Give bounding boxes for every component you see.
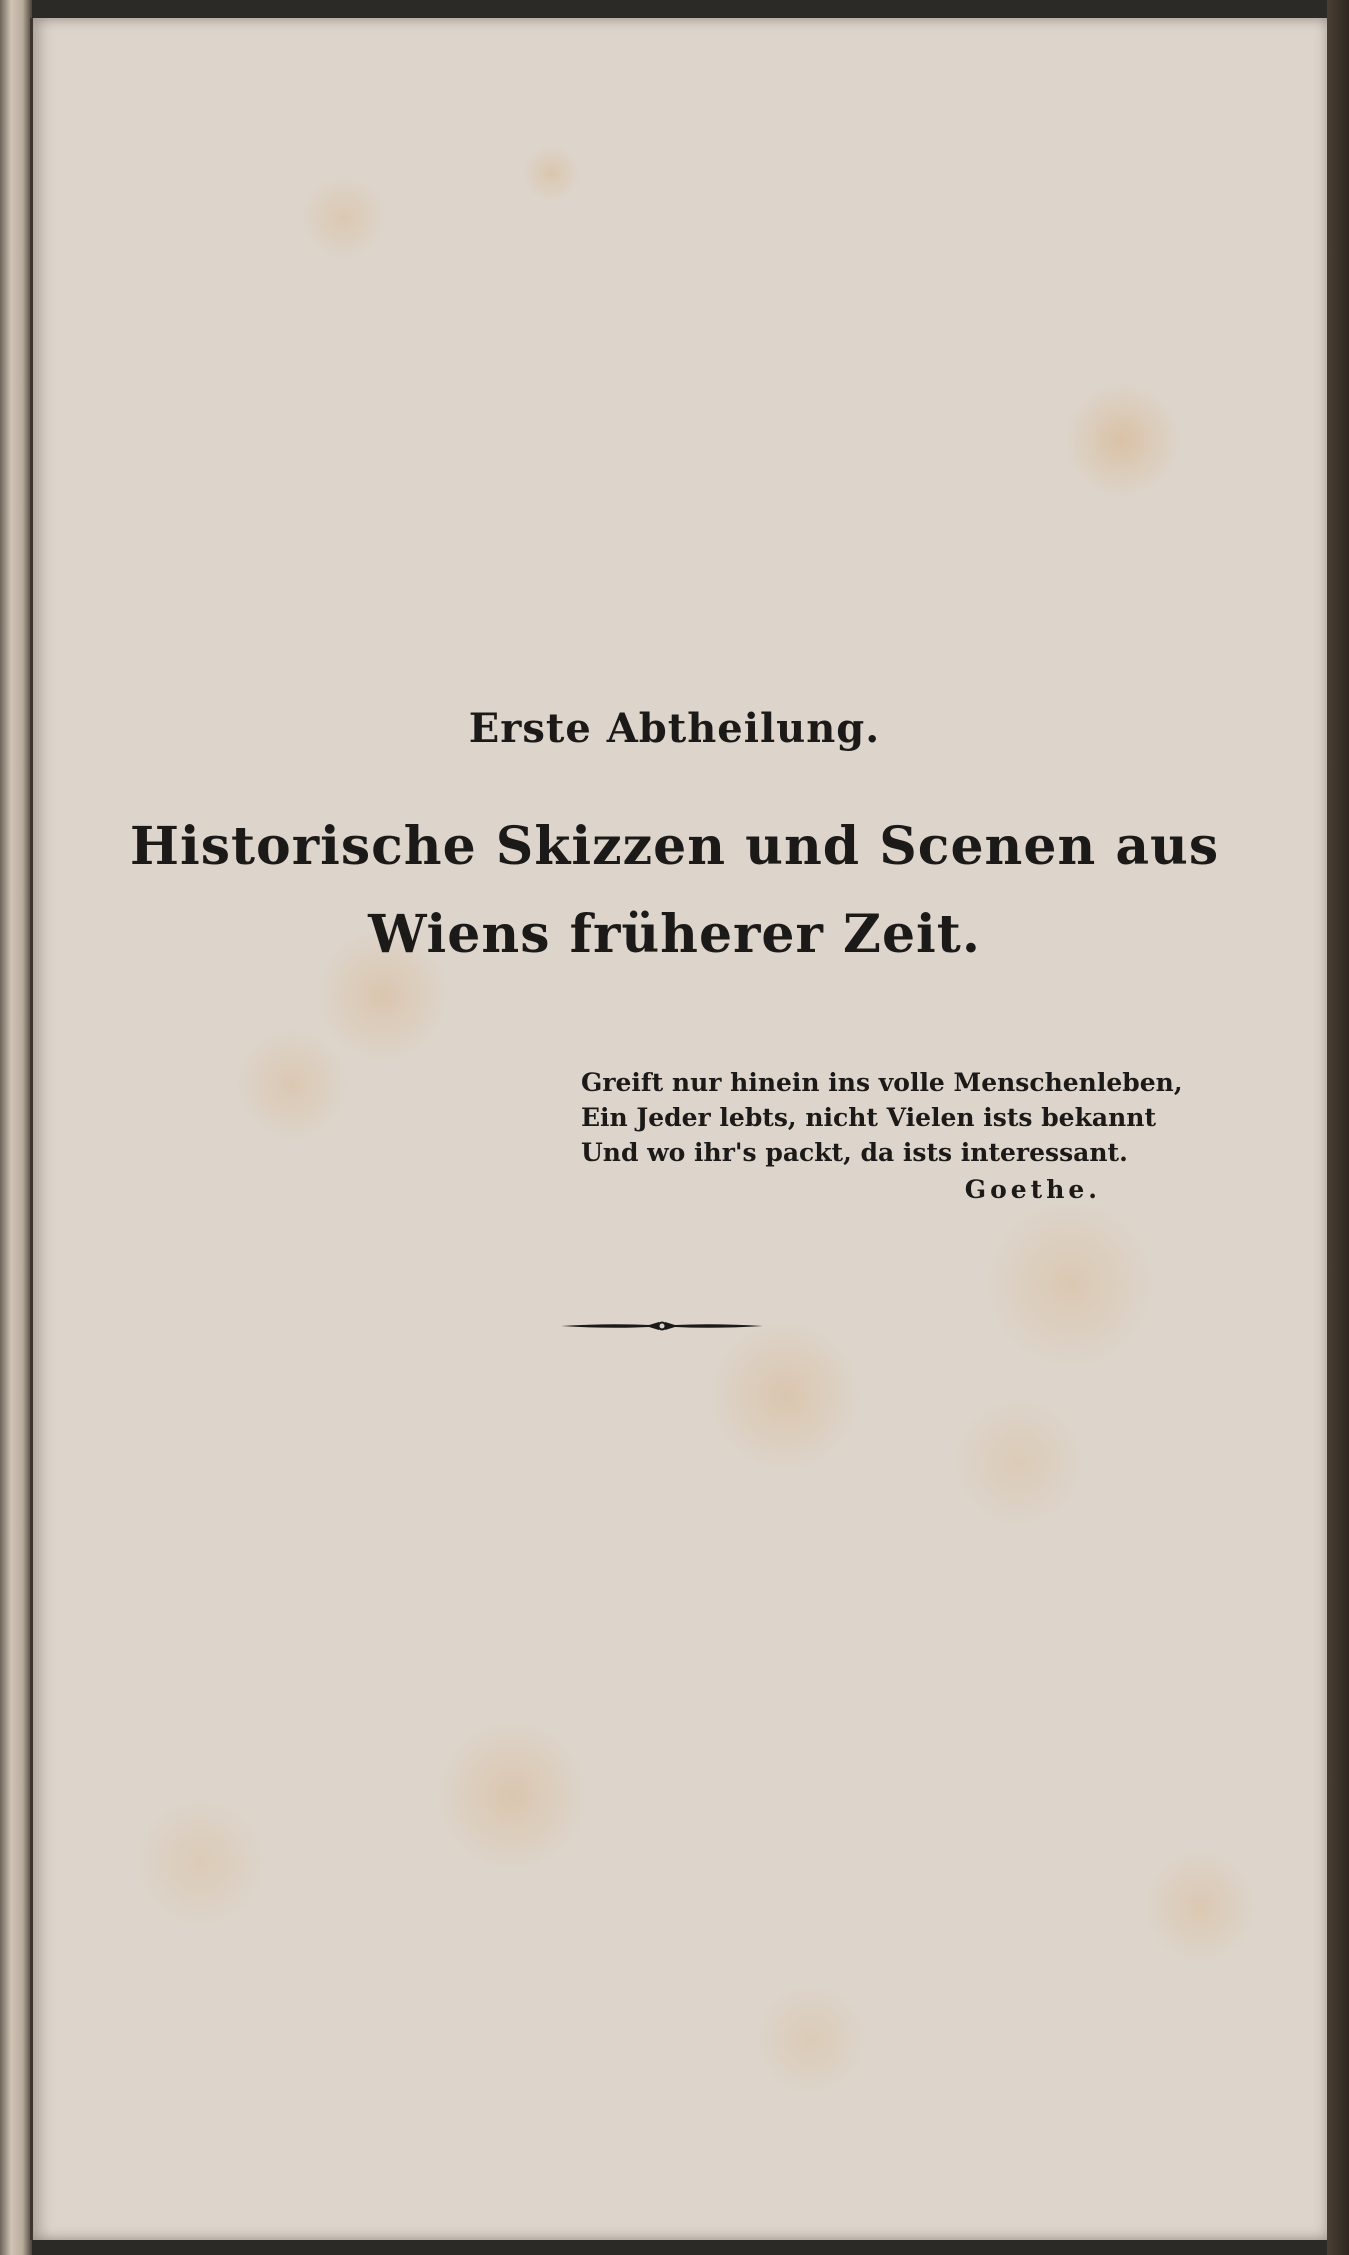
main-title [0, 803, 1349, 979]
page-gutter [30, 18, 33, 2240]
epigraph-attribution: Goethe. [964, 1175, 1101, 1204]
section-heading: Erste Abtheilung. [468, 705, 881, 752]
right-book-edge [1327, 0, 1349, 2255]
main-title-line-1: Historische Skizzen und Scenen aus [129, 816, 1220, 877]
decorative-rule-icon [559, 1315, 765, 1337]
epigraph [581, 1065, 1183, 1207]
main-title-line-2: Wiens früherer Zeit. [368, 904, 981, 965]
epigraph-line-1: Greift nur hinein ins volle Menschenleben, [581, 1068, 1183, 1097]
left-page-edge [0, 0, 32, 2255]
epigraph-line-3: Und wo ihr's packt, da ists interessant. [581, 1138, 1128, 1167]
epigraph-line-2: Ein Jeder lebts, nicht Vielen ists bekannt [581, 1103, 1157, 1132]
